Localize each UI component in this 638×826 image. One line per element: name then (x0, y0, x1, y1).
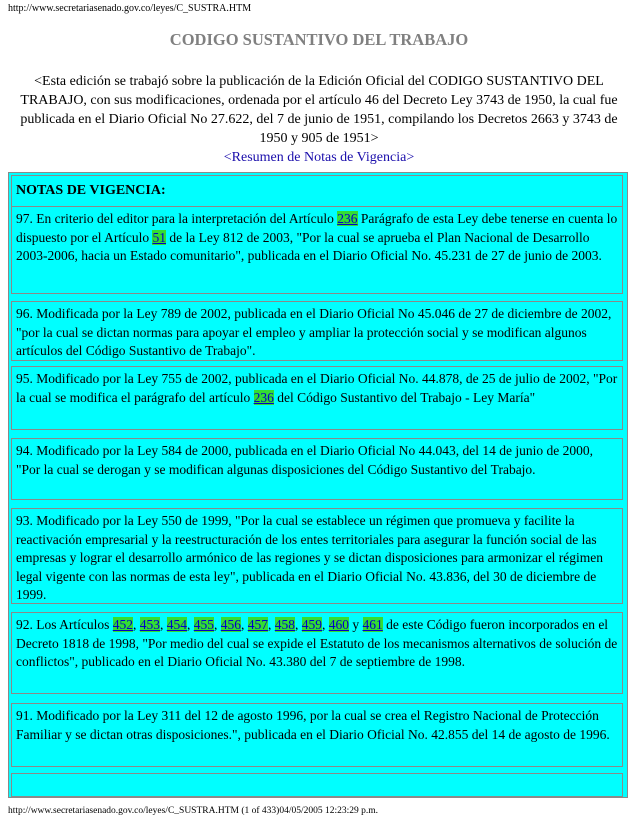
notas-vigencia-table (8, 172, 628, 798)
separator: , (187, 617, 194, 632)
nota-97-text-a: 97. En criterio del editor para la interpretación del Artículo (16, 211, 338, 226)
conjunction: y (349, 617, 363, 632)
articulo-link[interactable]: 455 (193, 617, 214, 632)
notas-heading: NOTAS DE VIGENCIA: (16, 183, 166, 198)
nota-92-text-a: 92. Los Artículos (16, 617, 113, 632)
nota-95-text-a: 95. Modificado por la Ley 755 de 2002, publicada en el Diario Oficial No. 44.878, de 25 de julio de 2002, "Por la cual se modifica el parágrafo del artículo (16, 371, 618, 405)
articulo-236-link-2[interactable]: 236 (253, 389, 274, 405)
nota-97-text-c: de la Ley 812 de 2003, "Por la cual se aprueba el Plan Nacional de Desarrollo 2003-2006, hacia un Estado comunitario", publicada en el Diario Oficial No. 45.231 de 27 de junio de 2003. (16, 229, 602, 263)
articulo-link[interactable]: 453 (139, 617, 160, 632)
articulo-236-link[interactable]: 236 (337, 211, 358, 226)
nota-91 (11, 703, 623, 767)
separator: , (241, 617, 248, 632)
nota-94-text: 94. Modificado por la Ley 584 de 2000, publicada en el Diario Oficial No 44.043, del 14 de junio de 2000, "Por la cual se derogan y se modifican algunas disposiciones del Código Sustantivo del Trabajo. (16, 443, 593, 477)
articulo-link[interactable]: 452 (112, 617, 133, 632)
nota-97 (11, 206, 623, 294)
nota-95-text-b: del Código Sustantivo del Trabajo - Ley María" (273, 389, 536, 405)
nota-93-text: 93. Modificado por la Ley 550 de 1999, "Por la cual se establece un régimen que promueva y facilite la reactivación empresarial y la reestructuración de los entes territoriales para asegurar la función social de las empresas y lograr el desarrollo armónico de las regiones y se dictan disposiciones para armonizar el régimen legal vigente con las normas de esta ley", publicada en el Diario Oficial No. 43.836, del 30 de diciembre de 1999. (16, 513, 604, 602)
separator: , (322, 617, 329, 632)
page-title: CODIGO SUSTANTIVO DEL TRABAJO (169, 30, 469, 49)
resumen-link-close: > (406, 150, 415, 165)
nota-95 (11, 366, 623, 430)
articulo-link[interactable]: 456 (220, 617, 241, 632)
articulo-51-link[interactable]: 51 (152, 229, 166, 245)
header-url: http://www.secretariasenado.gov.co/leyes/C_SUSTRA.HTM (8, 3, 252, 14)
separator: , (268, 617, 275, 632)
separator: , (133, 617, 140, 632)
nota-94 (11, 438, 623, 500)
articulo-link[interactable]: 460 (328, 617, 349, 632)
articulo-link[interactable]: 454 (166, 617, 187, 632)
nota-97-text-b: Parágrafo de esta Ley debe tenerse en cuenta lo dispuesto por el Artículo (16, 211, 618, 245)
footer-url: http://www.secretariasenado.gov.co/leyes/C_SUSTRA.HTM (1 of 433)04/05/2005 12:23:29 p.m. (8, 806, 379, 816)
resumen-notas-link[interactable]: Resumen de Notas de Vigencia (231, 150, 407, 165)
intro-text: <Esta edición se trabajó sobre la publicación de la Edición Oficial del CODIGO SUSTANTIVO DEL TRABAJO, con sus modificaciones, ordenada por el artículo 46 del Decreto Ley 3743 de 1950, la cual fue publicada en el Diario Oficial No 27.622, del 7 de junio de 1951, compilando los Decretos 2663 y 3743 de 1950 y 905 de 1951> (20, 74, 618, 146)
articulo-link[interactable]: 457 (247, 617, 268, 632)
separator: , (214, 617, 221, 632)
separator: , (160, 617, 167, 632)
nota-91-text: 91. Modificado por la Ley 311 del 12 de agosto 1996, por la cual se crea el Registro Nacional de Protección Familiar y se dictan otras disposiciones.", publicada en el Diario Oficial No. 42.855 del 14 de agosto de 1996. (16, 708, 610, 742)
nota-96 (11, 301, 623, 361)
intro-paragraph (8, 72, 630, 167)
separator: , (295, 617, 302, 632)
nota-92-text-b: de este Código fueron incorporados en el Decreto 1818 de 1998, "Por medio del cual se expide el Estatuto de los mecanismos alternativos de solución de conflictos", publicado en el Diario Oficial No. 43.380 del 7 de septiembre de 1998. (16, 617, 618, 669)
articulo-link[interactable]: 459 (301, 617, 322, 632)
nota-93 (11, 508, 623, 604)
nota-92 (11, 612, 623, 694)
articulo-link[interactable]: 458 (274, 617, 295, 632)
articulo-link[interactable]: 461 (362, 617, 383, 632)
resumen-link-open: < (223, 150, 232, 165)
nota-96-text: 96. Modificada por la Ley 789 de 2002, publicada en el Diario Oficial No 45.046 de 27 de diciembre de 2002, "por la cual se dictan normas para apoyar el empleo y ampliar la protección social y se modifican algunos artículos del Código Sustantivo de Trabajo". (16, 306, 612, 358)
table-bottom-row (11, 773, 623, 797)
